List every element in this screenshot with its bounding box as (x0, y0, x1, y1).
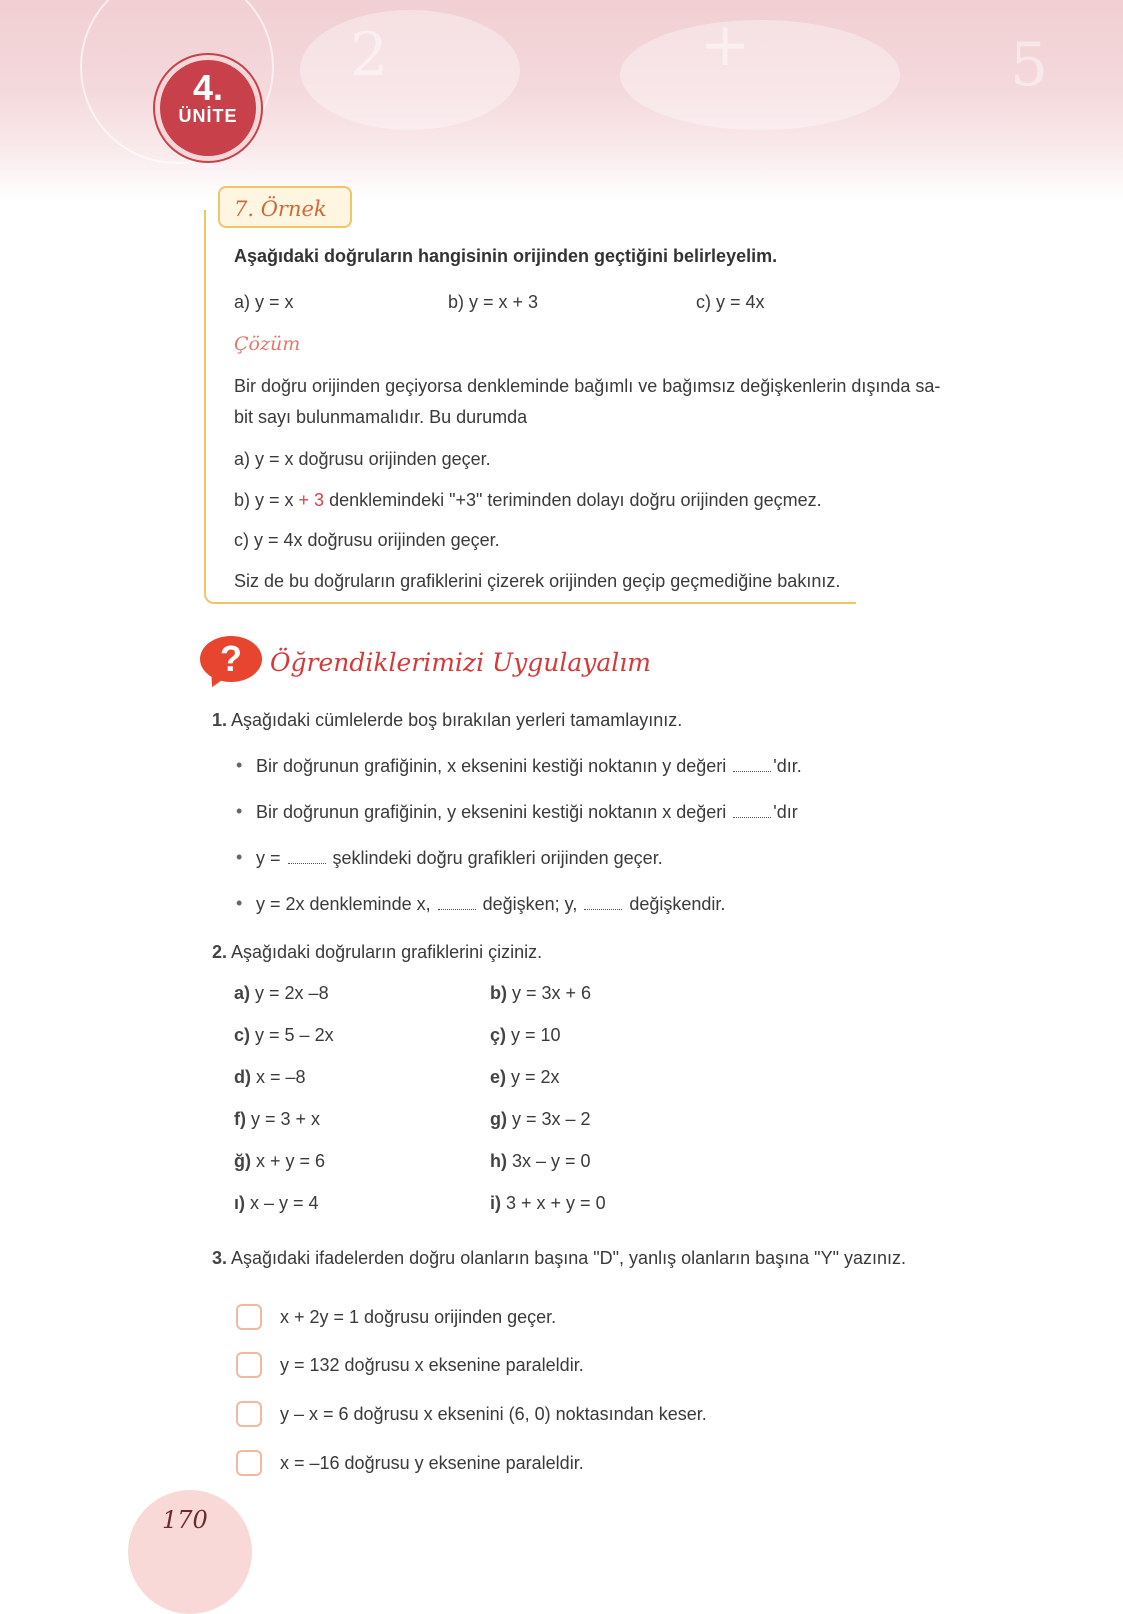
equation-text: y = 2x –8 (255, 983, 329, 1003)
equation-letter: d) (234, 1067, 251, 1087)
fill-item-1 (256, 755, 802, 777)
blank-field[interactable] (584, 895, 622, 910)
equation-item (490, 1192, 606, 1214)
statement-item: y = 132 doğrusu x eksenine paraleldir. (280, 1355, 584, 1375)
solution-line-2: bit sayı bulunmamalıdır. Bu durumda (234, 407, 528, 427)
equation-item (490, 1150, 591, 1172)
bullet-icon: • (236, 893, 243, 913)
example-prompt: Aşağıdaki doğruların hangisinin orijinden geçtiğini belirleyelim. (234, 246, 778, 266)
example-label: 7. Örnek (218, 186, 352, 228)
fill-item-3-text: y = (256, 848, 286, 868)
statement-item: x = –16 doğrusu y eksenine paraleldir. (280, 1453, 584, 1473)
answer-checkbox[interactable] (236, 1304, 262, 1330)
equation-letter: b) (490, 983, 507, 1003)
question-2-text: Aşağıdaki doğruların grafiklerini çiziniz. (231, 942, 543, 962)
equation-letter: i) (490, 1193, 501, 1213)
question-1-number: 1. (212, 710, 228, 730)
equation-text: y = 3x + 6 (512, 983, 592, 1003)
solution-line-1: Bir doğru orijinden geçiyorsa denkleminde bağımlı ve bağımsız değişkenlerin dışında sa- (234, 376, 941, 396)
question-1-text: Aşağıdaki cümlelerde boş bırakılan yerleri tamamlayınız. (231, 710, 683, 730)
equation-letter: ı) (234, 1193, 245, 1213)
question-2-number: 2. (212, 942, 228, 962)
equation-item (234, 982, 329, 1004)
equation-text: y = 3x – 2 (512, 1109, 591, 1129)
blank-field[interactable] (733, 757, 771, 772)
equation-item (234, 1150, 325, 1172)
question-3-number: 3. (212, 1248, 228, 1268)
equation-item (490, 1066, 560, 1088)
equation-letter: g) (490, 1109, 507, 1129)
unit-number: 4. (192, 67, 224, 108)
equation-text: 3 + x + y = 0 (506, 1193, 606, 1213)
bullet-icon: • (236, 801, 243, 821)
equation-text: y = 2x (511, 1067, 560, 1087)
fill-item-4-mid: değişken; y, (477, 894, 583, 914)
decor-number: 2 (350, 20, 389, 90)
equation-item (234, 1024, 334, 1046)
question-1 (212, 709, 682, 731)
blank-field[interactable] (438, 895, 476, 910)
question-3-text: Aşağıdaki ifadelerden doğru olanların başına "D", yanlış olanların başına "Y" yazınız. (231, 1248, 906, 1268)
example-option-c: c) y = 4x (696, 292, 765, 312)
decor-blob (300, 10, 520, 130)
equation-item (490, 1108, 591, 1130)
decor-number: 5 (1010, 30, 1049, 100)
answer-checkbox[interactable] (236, 1401, 262, 1427)
answer-b (234, 489, 822, 511)
equation-letter: h) (490, 1151, 507, 1171)
fill-item-4-suffix: değişkendir. (624, 894, 726, 914)
fill-item-1-suffix: 'dır. (773, 756, 802, 776)
equation-item (234, 1108, 320, 1130)
decor-blob (620, 20, 900, 130)
equation-text: y = 5 – 2x (255, 1025, 334, 1045)
bullet-icon: • (236, 755, 243, 775)
equation-text: x + y = 6 (256, 1151, 326, 1171)
question-2 (212, 941, 542, 963)
statement-item: x + 2y = 1 doğrusu orijinden geçer. (280, 1307, 557, 1327)
answer-checkbox[interactable] (236, 1450, 262, 1476)
answer-b-highlight: + 3 (298, 490, 325, 510)
equation-letter: e) (490, 1067, 507, 1087)
answer-b-start: b) y = x (234, 490, 299, 510)
unit-word: ÜNİTE (178, 106, 238, 126)
question-3 (212, 1247, 906, 1269)
answer-c: c) y = 4x doğrusu orijinden geçer. (234, 530, 500, 550)
equation-letter: ğ) (234, 1151, 251, 1171)
equation-item (490, 1024, 561, 1046)
fill-item-1-text: Bir doğrunun grafiğinin, x eksenini kestiği noktanın y değeri (256, 756, 732, 776)
equation-item (234, 1192, 319, 1214)
equation-item (490, 982, 591, 1004)
equation-text: y = 10 (511, 1025, 561, 1045)
equation-text: 3x – y = 0 (512, 1151, 591, 1171)
fill-item-4 (256, 893, 725, 915)
equation-letter: c) (234, 1025, 251, 1045)
answer-a: a) y = x doğrusu orijinden geçer. (234, 449, 491, 469)
decor-number: + (700, 10, 751, 80)
example-option-a: a) y = x (234, 292, 294, 312)
equation-letter: ç) (490, 1025, 507, 1045)
equation-letter: f) (234, 1109, 246, 1129)
blank-field[interactable] (288, 849, 326, 864)
page-number: 170 (162, 1506, 208, 1534)
equation-text: x = –8 (256, 1067, 306, 1087)
statement-item: y – x = 6 doğrusu x eksenini (6, 0) noktasından keser. (280, 1404, 707, 1424)
example-closing: Siz de bu doğruların grafiklerini çizerek orijinden geçip geçmediğine bakınız. (234, 571, 841, 591)
unit-badge (160, 60, 256, 156)
equation-text: x – y = 4 (250, 1193, 319, 1213)
fill-item-2-text: Bir doğrunun grafiğinin, y eksenini kestiği noktanın x değeri (256, 802, 732, 822)
fill-item-2 (256, 801, 798, 823)
equation-text: y = 3 + x (251, 1109, 321, 1129)
equation-item (234, 1066, 306, 1088)
equation-letter: a) (234, 983, 251, 1003)
fill-item-3-suffix: şeklindeki doğru grafikleri orijinden geçer. (327, 848, 663, 868)
question-bubble-icon: ? (200, 636, 262, 682)
answer-b-end: denklemindeki "+3" teriminden dolayı doğru orijinden geçmez. (324, 490, 822, 510)
example-option-b: b) y = x + 3 (448, 292, 539, 312)
fill-item-3 (256, 847, 663, 869)
fill-item-4-text: y = 2x denkleminde x, (256, 894, 436, 914)
bullet-icon: • (236, 847, 243, 867)
solution-label: Çözüm (234, 333, 301, 355)
fill-item-2-suffix: 'dır (773, 802, 798, 822)
section-title: Öğrendiklerimizi Uygulayalım (270, 648, 651, 677)
blank-field[interactable] (733, 803, 771, 818)
answer-checkbox[interactable] (236, 1352, 262, 1378)
